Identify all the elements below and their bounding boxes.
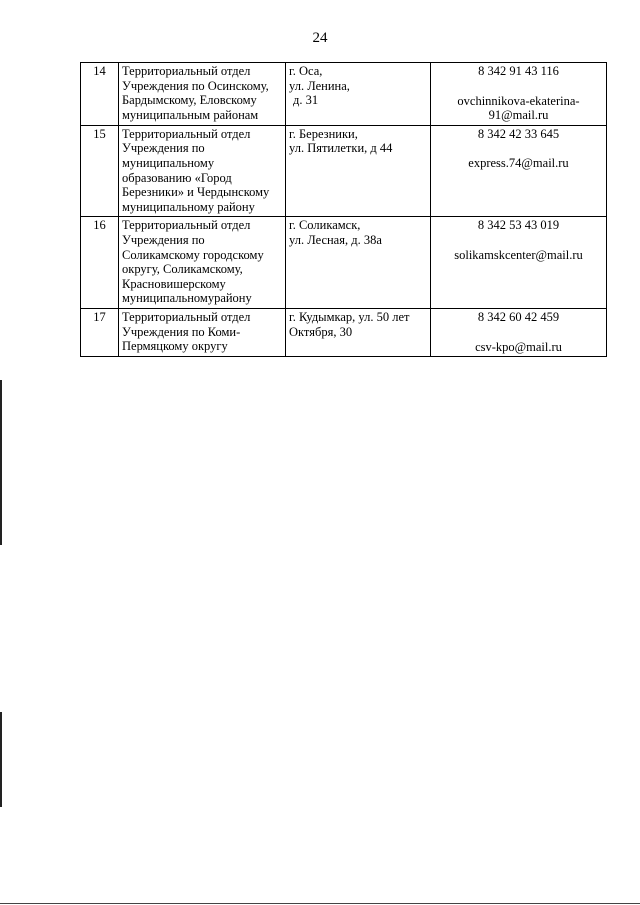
address-line: г. Кудымкар, ул. 50 лет [289, 309, 410, 324]
address-line: г. Соликамск, [289, 218, 361, 233]
row-number: 17 [81, 308, 119, 356]
office-name-line: образованию «Город [122, 170, 232, 185]
scan-edge-mark [0, 380, 2, 545]
office-name-line: муниципальным районам [122, 107, 259, 122]
address-line: ул. Пятилетки, д 44 [289, 141, 393, 156]
address-line: г. Оса, [289, 64, 323, 78]
office-name-line: муниципальному [122, 155, 215, 170]
office-contacts [431, 308, 607, 356]
office-name-line: Учреждения по [122, 141, 205, 156]
table-row [81, 217, 607, 309]
address-line: Октября, 30 [289, 324, 353, 339]
office-name [119, 217, 286, 309]
office-contacts [431, 63, 607, 126]
office-name-line: Учреждения по Коми- [122, 324, 241, 339]
office-name-line: Красновишерскому [122, 276, 226, 291]
row-number: 14 [81, 63, 119, 126]
office-name-line: Учреждения по Осинскому, [122, 78, 269, 93]
email-line: csv-kpo@mail.ru [475, 339, 562, 354]
office-address [286, 125, 431, 217]
office-name-line: Территориальный отдел [122, 309, 251, 324]
table-row [81, 63, 607, 126]
office-name [119, 308, 286, 356]
offices-table [80, 62, 607, 357]
office-name [119, 125, 286, 217]
email-line: express.74@mail.ru [468, 156, 569, 171]
address-line: ул. Лесная, д. 38а [289, 232, 382, 247]
office-name-line: Бардымскому, Еловскому [122, 93, 257, 108]
email-line: ovchinnikova-ekaterina- [457, 93, 580, 108]
office-name-line: Березники» и Чердынскому [122, 185, 270, 200]
phone-number: 8 342 53 43 019 [477, 218, 560, 233]
office-name-line: округу, Соликамскому, [122, 262, 243, 277]
office-name-line: Соликамскому городскому [122, 247, 264, 262]
office-name-line: Учреждения по [122, 232, 205, 247]
office-address [286, 63, 431, 126]
table-row [81, 308, 607, 356]
office-contacts [431, 217, 607, 309]
office-address [286, 217, 431, 309]
address-line: г. Березники, [289, 126, 358, 141]
office-name-line: муниципальному району [122, 199, 255, 214]
office-name-line: муниципальномурайону [122, 291, 252, 306]
address-line: д. 31 [293, 93, 319, 108]
phone-number: 8 342 60 42 459 [477, 309, 560, 324]
office-name-line: Территориальный отдел [122, 126, 251, 141]
office-name-line: Территориальный отдел [122, 218, 251, 233]
office-name-line: Территориальный отдел [122, 64, 251, 78]
row-number: 15 [81, 125, 119, 217]
page-number: 24 [312, 30, 328, 46]
office-name [119, 63, 286, 126]
office-address [286, 308, 431, 356]
email-line: solikamskcenter@mail.ru [454, 247, 583, 262]
scan-bottom-edge [0, 903, 640, 904]
phone-number: 8 342 42 33 645 [477, 126, 560, 141]
row-number: 16 [81, 217, 119, 309]
address-line: ул. Ленина, [289, 78, 350, 93]
table-row [81, 125, 607, 217]
scan-edge-mark [0, 712, 2, 807]
phone-number: 8 342 91 43 116 [478, 64, 559, 78]
office-name-line: Пермяцкому округу [122, 339, 228, 354]
email-line: 91@mail.ru [488, 108, 549, 123]
office-contacts [431, 125, 607, 217]
